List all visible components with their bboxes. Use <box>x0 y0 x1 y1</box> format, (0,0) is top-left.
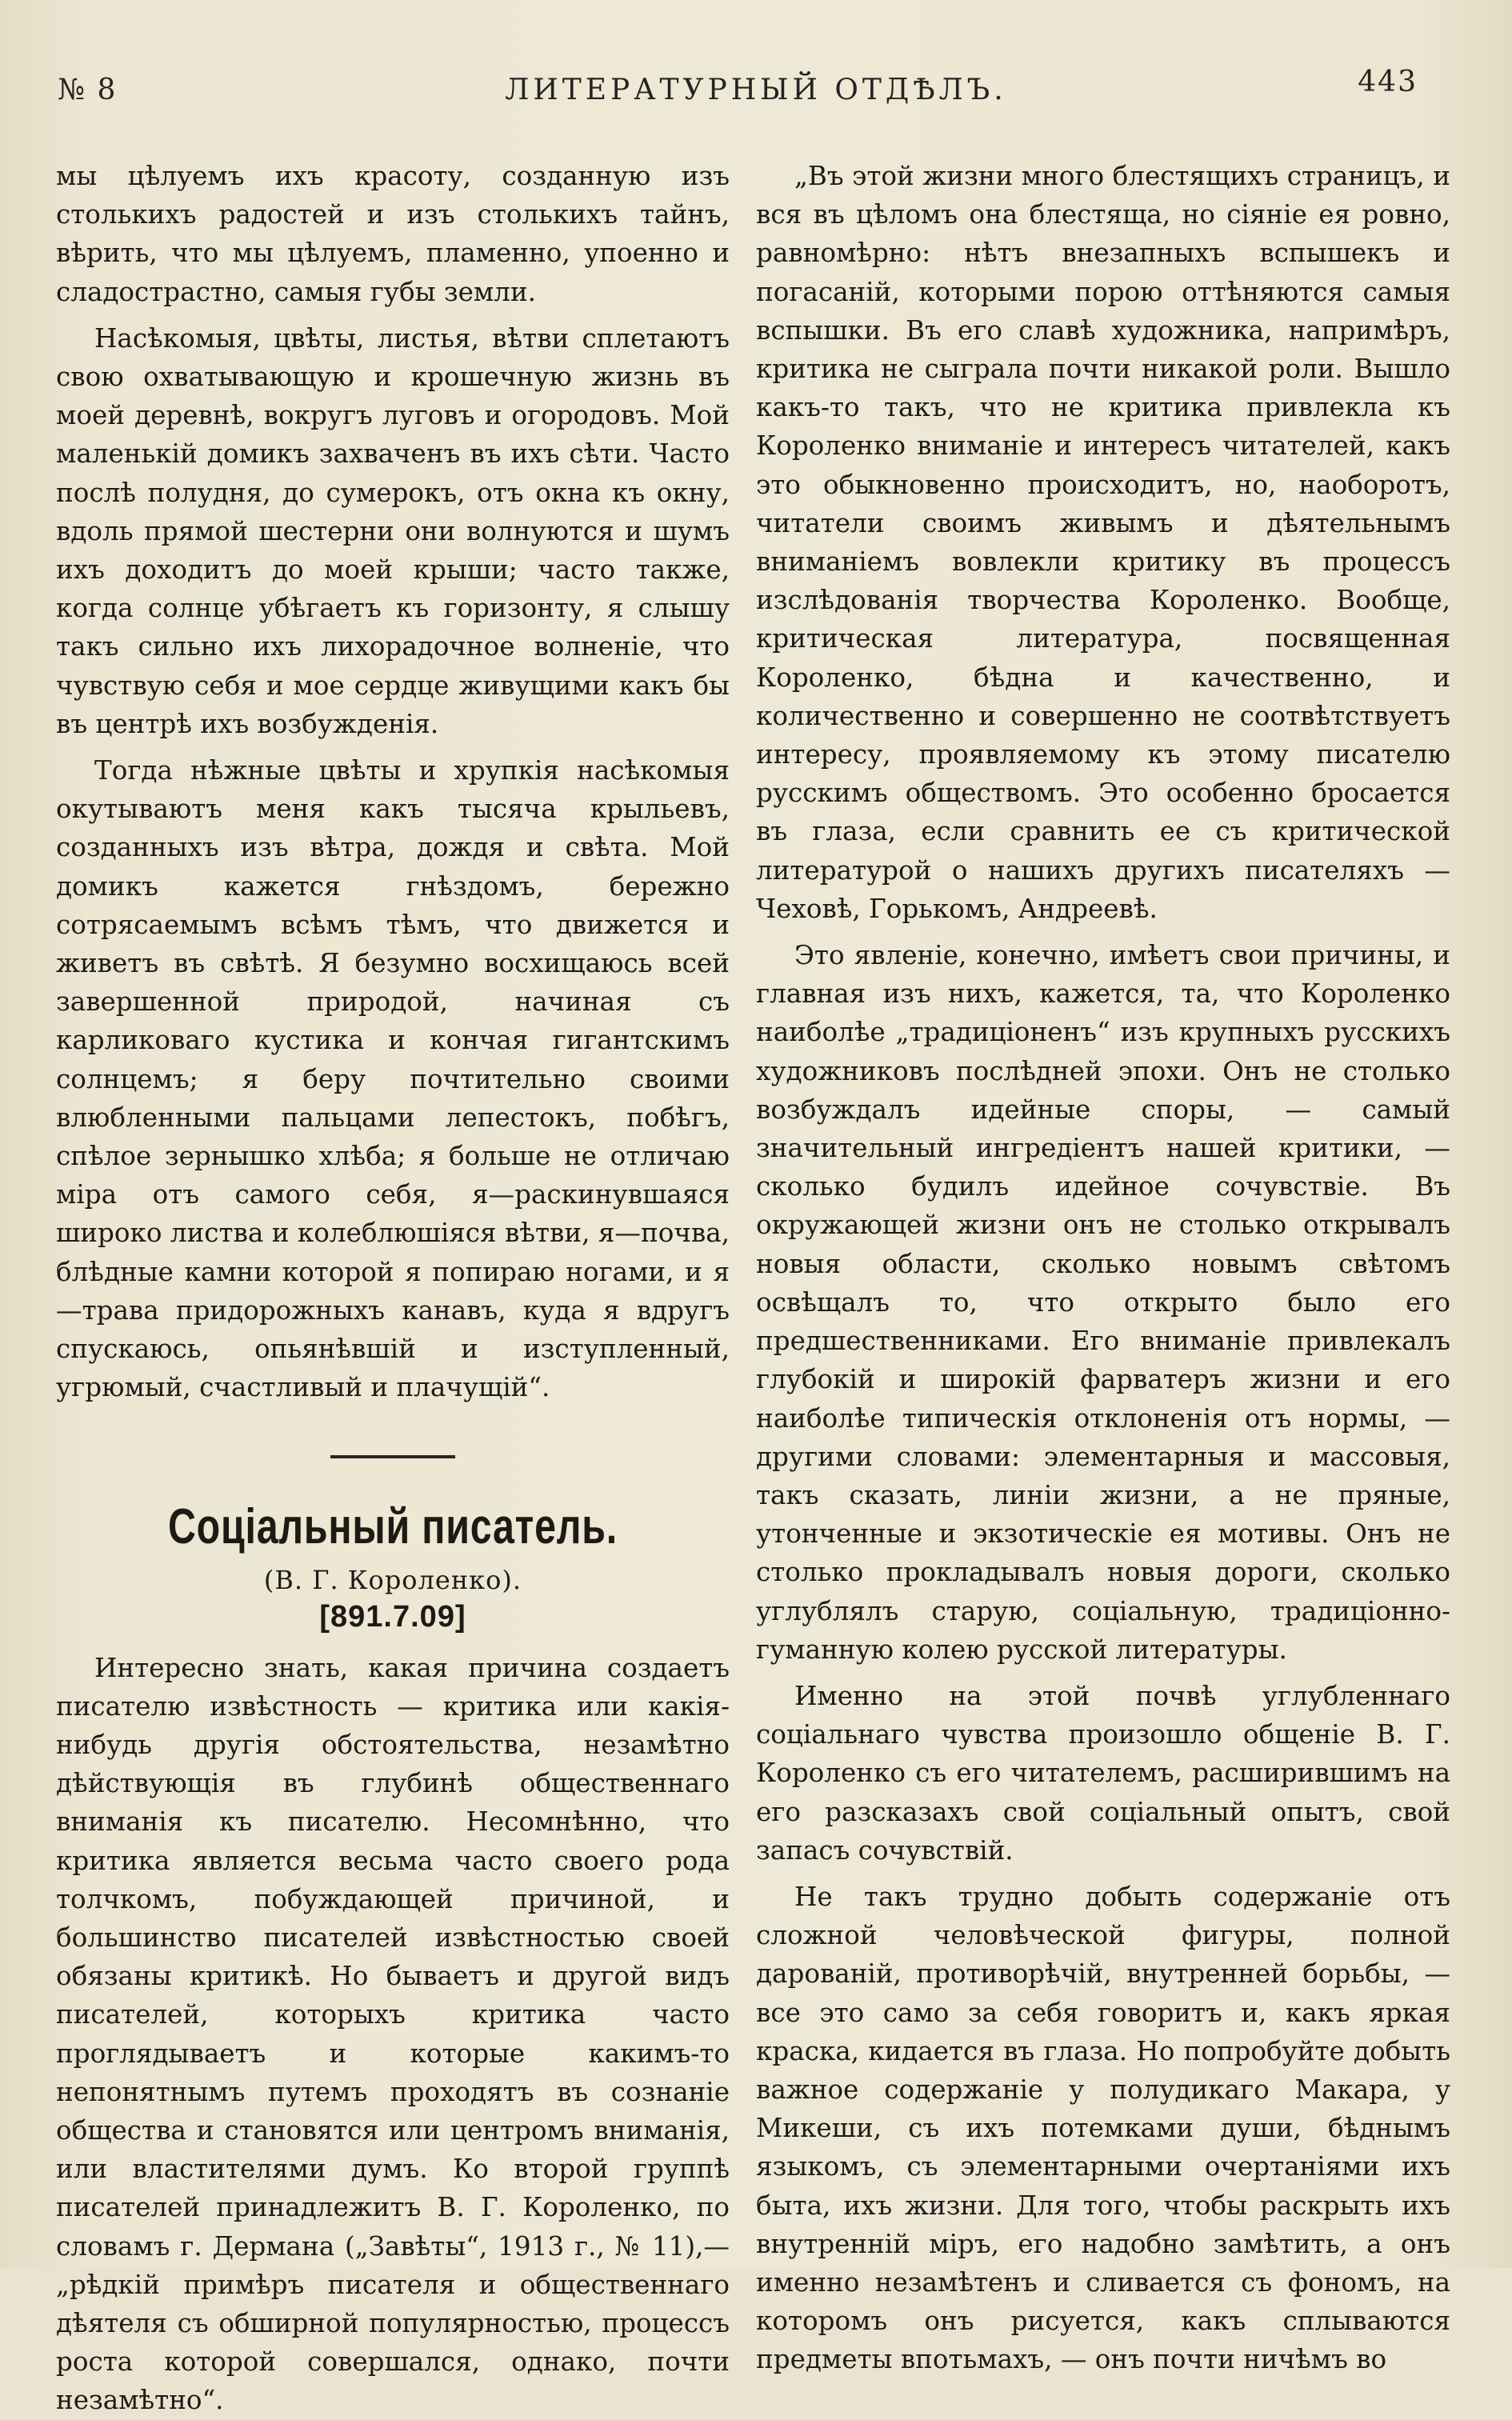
section-title: ЛИТЕРАТУРНЫЙ ОТДѢЛЪ. <box>505 74 1007 106</box>
paragraph: Тогда нѣжные цвѣты и хрупкія насѣкомыя окутываютъ меня какъ тысяча крыльевъ, созданныхъ изъ вѣтра, дождя и свѣта. Мой домикъ кажется гнѣздомъ, бережно сотрясаемымъ всѣмъ тѣмъ, что движется и живетъ въ свѣтѣ. Я безумно восхищаюсь всей завершенной природой, начиная съ карликоваго кустика и кончая гигантскимъ солнцемъ; я беру почтительно своими влюбленными пальцами лепестокъ, побѣгъ, спѣлое зернышко хлѣба; я больше не отличаю міра отъ самого себя, я—раскинувшаяся широко листва и колеблюшіяся вѣтви, я—почва, блѣдные камни которой я попираю ногами, и я—трава придорожныхъ канавъ, куда я вдругъ спускаюсь, опьянѣвшій и изступленный, угрюмый, счастливый и плачущій“. <box>56 755 730 1403</box>
left-column <box>56 157 730 2420</box>
article-subtitle: (В. Г. Короленко). <box>263 1564 522 1595</box>
paragraph: Насѣкомыя, цвѣты, листья, вѣтви сплетаютъ свою охватывающую и крошечную жизнь въ моей деревнѣ, вокругъ луговъ и огородовъ. Мой маленькій домикъ захваченъ въ ихъ сѣти. Часто послѣ полудня, до сумерокъ, отъ окна къ окну, вдоль прямой шестерни они волнуются и шумъ ихъ доходитъ до моей крыши; часто также, когда солнце убѣгаетъ къ горизонту, я слышу такъ сильно ихъ лихорадочное волненіе, что чувствую себя и мое сердце живущими какъ бы въ центрѣ ихъ возбужденія. <box>56 322 730 739</box>
paragraph: Это явленіе, конечно, имѣетъ свои причины, и главная изъ нихъ, кажется, та, что Короленко наиболѣе „традиціоненъ“ изъ крупныхъ русскихъ художниковъ послѣдней эпохи. Онъ не столько возбуждалъ идейные споры, — самый значительный ингредіентъ нашей критики, — сколько будилъ идейное сочувствіе. Въ окружающей жизни онъ не столько открывалъ новыя области, сколько новымъ свѣтомъ освѣщалъ то, что открыто было его предшественниками. Его вниманіе привлекалъ глубокій и широкій фарватеръ жизни и его наиболѣе типическія отклоненія отъ нормы, — другими словами: элементарныя и массовыя, такъ сказать, линіи жизни, а не пряные, утонченные и экзотическіе ея мотивы. Онъ не столько прокладывалъ новыя дороги, сколько углублялъ старую, соціальную, традиціонно-гуманную колею русской литературы. <box>756 940 1450 1665</box>
article-title: Соціальный писатель. <box>167 1498 618 1554</box>
right-column <box>756 157 1450 2379</box>
paragraph: Не такъ трудно добыть содержаніе отъ сложной человѣческой фигуры, полной дарованій, противорѣчій, внутренней борьбы, — все это само за себя говоритъ и, какъ яркая краска, кидается въ глаза. Но попробуйте добыть важное содержаніе у полудикаго Макара, у Микеши, съ ихъ потемками души, бѣднымъ языкомъ, съ элементарными очертаніями ихъ быта, ихъ жизни. Для того, чтобы раскрыть ихъ внутренній міръ, его надобно замѣтить, а онъ именно незамѣтенъ и сливается съ фономъ, на которомъ онъ рисуется, какъ сплываются предметы впотьмахъ, — онъ почти ничѣмъ во <box>756 1881 1450 2375</box>
paragraph: Интересно знать, какая причина создаетъ писателю извѣстность — критика или какія-нибудь другія обстоятельства, незамѣтно дѣйствующія въ глубинѣ общественнаго вниманія къ писателю. Несомнѣнно, что критика является весьма часто своего рода толчкомъ, побуждающей причиной, и большинство писателей извѣстностью своей обязаны критикѣ. Но бываетъ и другой видъ писателей, которыхъ критика часто проглядываетъ и которые какимъ-то непонятнымъ путемъ проходятъ въ сознаніе общества и становятся или центромъ вниманія, или властителями думъ. Ко второй группѣ писателей принадлежитъ В. Г. Короленко, по словамъ г. Дермана („Завѣты“, 1913 г., № 11),—„рѣдкій примѣръ писателя и общественнаго дѣятеля съ обширной популярностью, процессъ роста которой совершался, однако, почти незамѣтно“. <box>56 1652 730 2416</box>
issue-number: № 8 <box>58 74 118 106</box>
section-divider <box>330 1455 455 1458</box>
paragraph: мы цѣлуемъ ихъ красоту, созданную изъ столькихъ радостей и изъ столькихъ тайнъ, вѣрить, что мы цѣлуемъ, пламенно, упоенно и сладострастно, самыя губы земли. <box>56 161 730 307</box>
page-number: 443 <box>1358 66 1418 98</box>
classification-code: [891.7.09] <box>319 1599 466 1634</box>
paragraph: „Въ этой жизни много блестящихъ страницъ, и вся въ цѣломъ она блестяща, но сіяніе ея ровно, равномѣрно: нѣтъ внезапныхъ вспышекъ и погасаній, которыми порою оттѣняются самыя вспышки. Въ его славѣ художника, напримѣръ, критика не сыграла почти никакой роли. Вышло какъ-то такъ, что не критика привлекла къ Короленко вниманіе и интересъ читателей, какъ это обыкновенно происходитъ, но, наоборотъ, читатели своимъ живымъ и дѣятельнымъ вниманіемъ вовлекли критику въ процессъ изслѣдованія творчества Короленко. Вообще, критическая литература, посвященная Короленко, бѣдна и качественно, и количественно и совершенно не соотвѣтствуетъ интересу, проявляемому къ этому писателю русскимъ обществомъ. Это особенно бросается въ глаза, если сравнить ее съ критической литературой о нашихъ другихъ писателяхъ — Чеховѣ, Горькомъ, Андреевѣ. <box>756 161 1450 924</box>
paragraph: Именно на этой почвѣ углубленнаго соціальнаго чувства произошло общеніе В. Г. Короленко съ его читателемъ, расширившимъ на его разсказахъ свой соціальный опытъ, свой запасъ сочувствій. <box>756 1680 1450 1866</box>
